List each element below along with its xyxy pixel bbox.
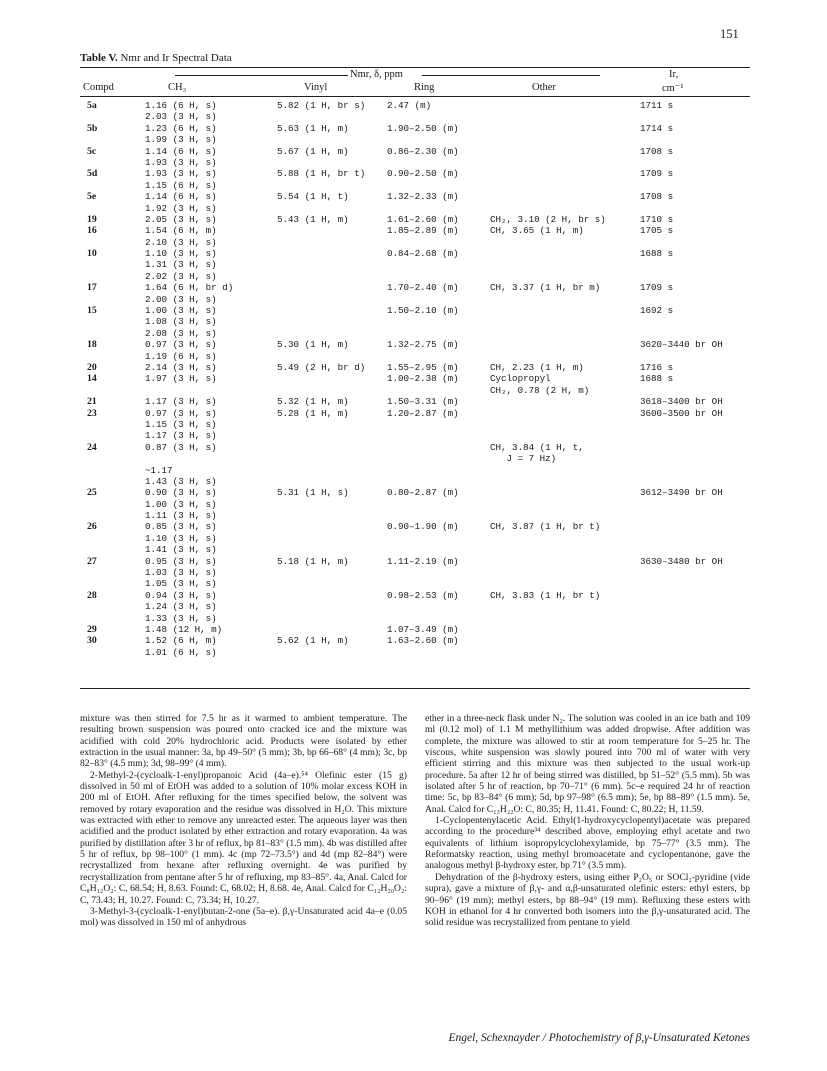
table-body [80, 100, 750, 658]
table-row [80, 487, 750, 498]
cell-compd: 27 [87, 555, 97, 567]
table-row [80, 237, 750, 248]
cell-other: CH, 3.37 (1 H, br m) [490, 282, 601, 294]
cell-ring: 1.20–2.87 (m) [387, 407, 459, 419]
cell-ch3: 1.99 (3 H, s) [145, 134, 217, 146]
cell-other: CH, 3.84 (1 H, t, [490, 441, 584, 453]
cell-ch3: 1.11 (3 H, s) [145, 510, 217, 522]
cell-vinyl: 5.31 (1 H, s) [277, 487, 349, 499]
cell-ch3: 1.92 (3 H, s) [145, 202, 217, 214]
table-row [80, 385, 750, 396]
cell-compd: 15 [87, 305, 97, 317]
cell-compd: 5a [87, 100, 97, 111]
cell-ir: 1714 s [640, 122, 674, 134]
cell-vinyl: 5.43 (1 H, m) [277, 213, 349, 225]
cell-ch3: 1.08 (3 H, s) [145, 316, 217, 328]
table-row [80, 442, 750, 453]
paragraph: 2-Methyl-2-(cycloalk-1-enyl)propanoic Acid (4a–e).⁵⁴ Olefinic ester (15 g) dissolved in 50 ml of EtOH was added to a solution of 10% molar excess KOH in 200 ml of EtOH. After refluxing for the times specified below, the solvent was removed by rotary evaporation and the residue was dissolved in H₂O. This mixture was extracted with ether to remove any unreacted ester. The aqueous layer was then acidified and the product isolated by ether extraction and rotary evaporation. 4a was purified by distillation after 3 hr of reflux, bp 81–83° (1.5 mm). 4b was distilled after 5 hr of reflux, bp 98–100° (1 mm). 4c (mp 72–73.5°) and 4d (mp 82–84°) were recrystallized from hexane after refluxing overnight. 4e was purified by recrystallization from pentane after 5 hr of refluxing, mp 83–85°. 4a, Anal. Calcd for C₈H₁₂O₂: C, 68.54; H, 8.63. Found: C, 68.02; H, 8.68. 4e, Anal. Calcd for C₁₂H₂₀O₂: C, 73.43; H, 10.27. Found: C, 73.34; H, 10.27. [80, 769, 407, 906]
table-row [80, 134, 750, 145]
nmr-span-line-left [175, 75, 348, 76]
table-row [80, 578, 750, 589]
cell-ring: 1.85–2.89 (m) [387, 225, 459, 237]
cell-ring: 0.98–2.53 (m) [387, 589, 459, 601]
cell-compd: 20 [87, 361, 97, 373]
cell-ring: 1.00–2.38 (m) [387, 373, 459, 385]
table-row [80, 544, 750, 555]
cell-ch3: 1.31 (3 H, s) [145, 259, 217, 271]
cell-ch3: 0.95 (3 H, s) [145, 555, 217, 567]
cell-ring: 1.07–3.49 (m) [387, 623, 459, 635]
table-row [80, 203, 750, 214]
col-header-compd: Compd [83, 82, 114, 93]
table-row [80, 556, 750, 567]
cell-vinyl: 5.32 (1 H, m) [277, 396, 349, 408]
cell-compd: 18 [87, 339, 97, 351]
table-row [80, 328, 750, 339]
paragraph: 1-Cyclopentenylacetic Acid. Ethyl(1-hydroxycyclopentyl)acetate was prepared according to the procedure³⁴ described above, employing ethyl acetate and two equivalents of lithium isopropylcyclohexylamide, bp 75–77° (3.5 mm). The Reformatsky reaction, using methyl bromoacetate and cyclopentanone, gave the analogous methyl β-hydroxy ester, bp 71° (3.5 mm). [425, 815, 750, 872]
cell-ir: 3612–3490 br OH [640, 487, 723, 499]
paragraph: 3-Methyl-3-(cycloalk-1-enyl)butan-2-one (5a–e). β,γ-Unsaturated acid 4a–e (0.05 mol) was dissolved in 150 ml of anhydrous [80, 905, 407, 929]
cell-ir: 1688 s [640, 248, 674, 260]
cell-ring: 0.86–2.30 (m) [387, 145, 459, 157]
table-row [80, 100, 750, 111]
table-row [80, 123, 750, 134]
cell-ring: 0.90–2.50 (m) [387, 168, 459, 180]
table-row [80, 476, 750, 487]
cell-ring: 1.50–2.10 (m) [387, 305, 459, 317]
cell-ch3: 1.23 (6 H, s) [145, 122, 217, 134]
table-row [80, 180, 750, 191]
cell-compd: 5b [87, 122, 98, 134]
cell-other: CH, 3.83 (1 H, br t) [490, 589, 601, 601]
cell-ring: 0.90–1.90 (m) [387, 521, 459, 533]
cell-ir: 1711 s [640, 100, 674, 111]
cell-other: CH, 2.23 (1 H, m) [490, 361, 584, 373]
cell-other: CH₂, 3.10 (2 H, br s) [490, 213, 606, 225]
cell-ir: 1709 s [640, 282, 674, 294]
cell-other: CH, 3.65 (1 H, m) [490, 225, 584, 237]
nmr-group-header: Nmr, δ, ppm [350, 69, 403, 80]
cell-ch3: 1.03 (3 H, s) [145, 567, 217, 579]
nmr-span-line-right [422, 75, 600, 76]
cell-ir: 3618–3400 br OH [640, 396, 723, 408]
cell-vinyl: 5.63 (1 H, m) [277, 122, 349, 134]
body-column-right [425, 713, 750, 929]
cell-ch3: 1.00 (3 H, s) [145, 498, 217, 510]
cell-compd: 10 [87, 248, 97, 260]
col-header-vinyl: Vinyl [304, 82, 328, 93]
table-header-rule [80, 96, 750, 97]
cell-ch3: 2.05 (3 H, s) [145, 213, 217, 225]
col-header-ir-unit: cm⁻¹ [662, 83, 684, 94]
cell-ch3: 1.15 (3 H, s) [145, 418, 217, 430]
cell-vinyl: 5.67 (1 H, m) [277, 145, 349, 157]
cell-vinyl: 5.28 (1 H, m) [277, 407, 349, 419]
body-column-left [80, 713, 407, 929]
table-row [80, 590, 750, 601]
cell-ch3: 2.10 (3 H, s) [145, 236, 217, 248]
cell-other: J = 7 Hz) [490, 453, 557, 465]
cell-ir: 1688 s [640, 373, 674, 385]
table-row [80, 111, 750, 122]
paragraph: Dehydration of the β-hydroxy esters, using either P₂O₅ or SOCl₂-pyridine (vide supra), gave a mixture of β,γ- and α,β-unsaturated olefinic esters: ethyl esters, bp 90–96° (19 mm); methyl esters, bp 88–94° (19 mm). Refluxing these esters with KOH in ethanol for 4 hr converted both isomers into the β,γ-unsaturated acid. The solid residue was recrystallized from pentane to yield [425, 871, 750, 929]
col-header-other: Other [532, 82, 556, 93]
cell-compd: 5c [87, 145, 97, 157]
cell-ch3: 1.19 (6 H, s) [145, 350, 217, 362]
cell-vinyl: 5.49 (2 H, br d) [277, 361, 366, 373]
cell-ch3: 1.41 (3 H, s) [145, 544, 217, 556]
cell-ch3: 1.33 (3 H, s) [145, 612, 217, 624]
table-row [80, 510, 750, 521]
running-footer: Engel, Schexnayder / Photochemistry of β,γ-Unsaturated Ketones [448, 1032, 750, 1044]
cell-ir: 3630–3480 br OH [640, 555, 723, 567]
col-header-ch3: CH₃ [168, 82, 187, 93]
cell-compd: 14 [87, 373, 97, 385]
cell-ring: 1.32–2.33 (m) [387, 191, 459, 203]
cell-ring: 0.80–2.87 (m) [387, 487, 459, 499]
cell-ir: 1708 s [640, 145, 674, 157]
cell-compd: 5e [87, 191, 97, 203]
table-row [80, 168, 750, 179]
table-row [80, 316, 750, 327]
cell-ch3: 1.01 (6 H, s) [145, 646, 217, 658]
cell-compd: 26 [87, 521, 97, 533]
cell-vinyl: 5.54 (1 H, t) [277, 191, 349, 203]
cell-ring: 0.84–2.68 (m) [387, 248, 459, 260]
table-row [80, 647, 750, 658]
cell-ch3: 1.05 (3 H, s) [145, 578, 217, 590]
cell-ir: 3620–3440 br OH [640, 339, 723, 351]
cell-ch3: 1.14 (6 H, s) [145, 145, 217, 157]
table-row [80, 521, 750, 532]
table-row [80, 408, 750, 419]
cell-other: CH, 3.87 (1 H, br t) [490, 521, 601, 533]
table-row [80, 225, 750, 236]
cell-ch3: 2.00 (3 H, s) [145, 293, 217, 305]
table-row [80, 339, 750, 350]
cell-ch3: 1.17 (3 H, s) [145, 396, 217, 408]
cell-compd: 17 [87, 282, 97, 294]
cell-ch3: 0.94 (3 H, s) [145, 589, 217, 601]
cell-ch3: 1.10 (3 H, s) [145, 248, 217, 260]
cell-compd: 25 [87, 487, 97, 499]
cell-ring: 1.61–2.60 (m) [387, 213, 459, 225]
table-row [80, 305, 750, 316]
cell-ch3: 1.16 (6 H, s) [145, 100, 217, 111]
table-row [80, 157, 750, 168]
cell-ir: 1705 s [640, 225, 674, 237]
cell-ch3: 0.97 (3 H, s) [145, 339, 217, 351]
cell-ring: 1.50–3.31 (m) [387, 396, 459, 408]
cell-ring: 1.32–2.75 (m) [387, 339, 459, 351]
cell-other: Cyclopropyl [490, 373, 551, 385]
table-label: Table V. [80, 52, 118, 64]
cell-compd: 29 [87, 623, 97, 635]
cell-ch3: ~1.17 [145, 464, 173, 476]
table-row [80, 191, 750, 202]
cell-ir: 1692 s [640, 305, 674, 317]
table-row [80, 396, 750, 407]
table-row [80, 601, 750, 612]
cell-ch3: 0.85 (3 H, s) [145, 521, 217, 533]
paragraph: mixture was then stirred for 7.5 hr as it warmed to ambient temperature. The resulting brown suspension was poured onto cracked ice and the mixture was acidified with cold 20% hydrochloric acid. Products were isolated by ether extraction in the usual manner: 3a, bp 49–50° (5 mm); 3b, bp 66–68° (4 mm); 3c, bp 82–83° (4.5 mm); 3d, 98–99° (4 mm). [80, 713, 407, 770]
cell-ring: 1.90–2.50 (m) [387, 122, 459, 134]
cell-ch3: 1.24 (3 H, s) [145, 601, 217, 613]
cell-compd: 28 [87, 589, 97, 601]
cell-ch3: 1.52 (6 H, m) [145, 635, 217, 647]
cell-ring: 2.47 (m) [387, 100, 432, 111]
table-row [80, 635, 750, 646]
cell-ch3: 2.14 (3 H, s) [145, 361, 217, 373]
table-row [80, 430, 750, 441]
cell-ir: 1710 s [640, 213, 674, 225]
table-row [80, 351, 750, 362]
table-row [80, 248, 750, 259]
cell-ir: 1708 s [640, 191, 674, 203]
table-row [80, 373, 750, 384]
table-row [80, 624, 750, 635]
cell-vinyl: 5.88 (1 H, br t) [277, 168, 366, 180]
cell-ir: 1716 s [640, 361, 674, 373]
cell-ch3: 2.02 (3 H, s) [145, 270, 217, 282]
cell-ch3: 1.93 (3 H, s) [145, 156, 217, 168]
cell-ch3: 1.48 (12 H, m) [145, 623, 223, 635]
cell-ch3: 0.90 (3 H, s) [145, 487, 217, 499]
cell-compd: 16 [87, 225, 97, 237]
cell-ch3: 1.43 (3 H, s) [145, 475, 217, 487]
table-row [80, 453, 750, 464]
cell-ring: 1.55–2.95 (m) [387, 361, 459, 373]
ir-group-header: Ir, [669, 69, 679, 80]
cell-ch3: 1.93 (3 H, s) [145, 168, 217, 180]
table-row [80, 294, 750, 305]
cell-ch3: 1.54 (6 H, m) [145, 225, 217, 237]
table-row [80, 419, 750, 430]
cell-ch3: 0.87 (3 H, s) [145, 441, 217, 453]
cell-compd: 24 [87, 441, 97, 453]
cell-ch3: 1.97 (3 H, s) [145, 373, 217, 385]
cell-compd: 21 [87, 396, 97, 408]
table-bottom-rule [80, 688, 750, 689]
table-row [80, 499, 750, 510]
cell-vinyl: 5.30 (1 H, m) [277, 339, 349, 351]
cell-ring: 1.63–2.60 (m) [387, 635, 459, 647]
table-row [80, 533, 750, 544]
table-row [80, 214, 750, 225]
table-title [80, 52, 232, 64]
cell-ch3: 0.97 (3 H, s) [145, 407, 217, 419]
cell-ir: 1709 s [640, 168, 674, 180]
table-row [80, 282, 750, 293]
cell-ch3: 1.10 (3 H, s) [145, 532, 217, 544]
cell-ir: 3600–3500 br OH [640, 407, 723, 419]
table-row [80, 465, 750, 476]
cell-ch3: 2.03 (3 H, s) [145, 111, 217, 123]
cell-vinyl: 5.82 (1 H, br s) [277, 100, 366, 111]
cell-ch3: 1.64 (6 H, br d) [145, 282, 234, 294]
paragraph: ether in a three-neck flask under N₂. The solution was cooled in an ice bath and 109 ml (0.12 mol) of 1.1 M methyllithium was added dropwise. After addition was complete, the mixture was allowed to stir at room temperature for 5–25 hr. The viscous, white suspension was slowly poured into 700 ml of water with very efficient stirring and this mixture was then subjected to the usual work-up procedure. 5a after 12 hr of being stirred was distilled, bp 51–52° (5.5 mm). 5b was isolated after 5 hr of reaction, bp 70–71° (6 mm). 5c–e required 24 hr of reaction time: 5c, bp 83–84° (6 mm); 5d, bp 97–98° (6.5 mm); 5e, bp 88–89° (1.5 mm). 5e, Anal. Calcd for C₁₃H₂₂O: C, 80.35; H, 11.41. Found: C, 80.22; H, 11.59. [425, 713, 750, 815]
cell-compd: 5d [87, 168, 98, 180]
cell-vinyl: 5.18 (1 H, m) [277, 555, 349, 567]
table-row [80, 362, 750, 373]
table-caption: Nmr and Ir Spectral Data [120, 52, 232, 64]
cell-compd: 19 [87, 213, 97, 225]
cell-ring: 1.70–2.40 (m) [387, 282, 459, 294]
table-row [80, 567, 750, 578]
table-row [80, 259, 750, 270]
cell-ch3: 1.14 (6 H, s) [145, 191, 217, 203]
col-header-ring: Ring [414, 82, 435, 93]
table-row [80, 271, 750, 282]
table-row [80, 146, 750, 157]
cell-ch3: 2.08 (3 H, s) [145, 327, 217, 339]
cell-compd: 23 [87, 407, 97, 419]
cell-compd: 30 [87, 635, 97, 647]
cell-ch3: 1.00 (3 H, s) [145, 305, 217, 317]
table-top-rule [80, 67, 750, 68]
cell-other: CH₂, 0.78 (2 H, m) [490, 384, 590, 396]
table-row [80, 613, 750, 624]
cell-ring: 1.11–2.19 (m) [387, 555, 459, 567]
page-number: 151 [720, 27, 739, 41]
cell-vinyl: 5.62 (1 H, m) [277, 635, 349, 647]
cell-ch3: 1.17 (3 H, s) [145, 430, 217, 442]
cell-ch3: 1.15 (6 H, s) [145, 179, 217, 191]
